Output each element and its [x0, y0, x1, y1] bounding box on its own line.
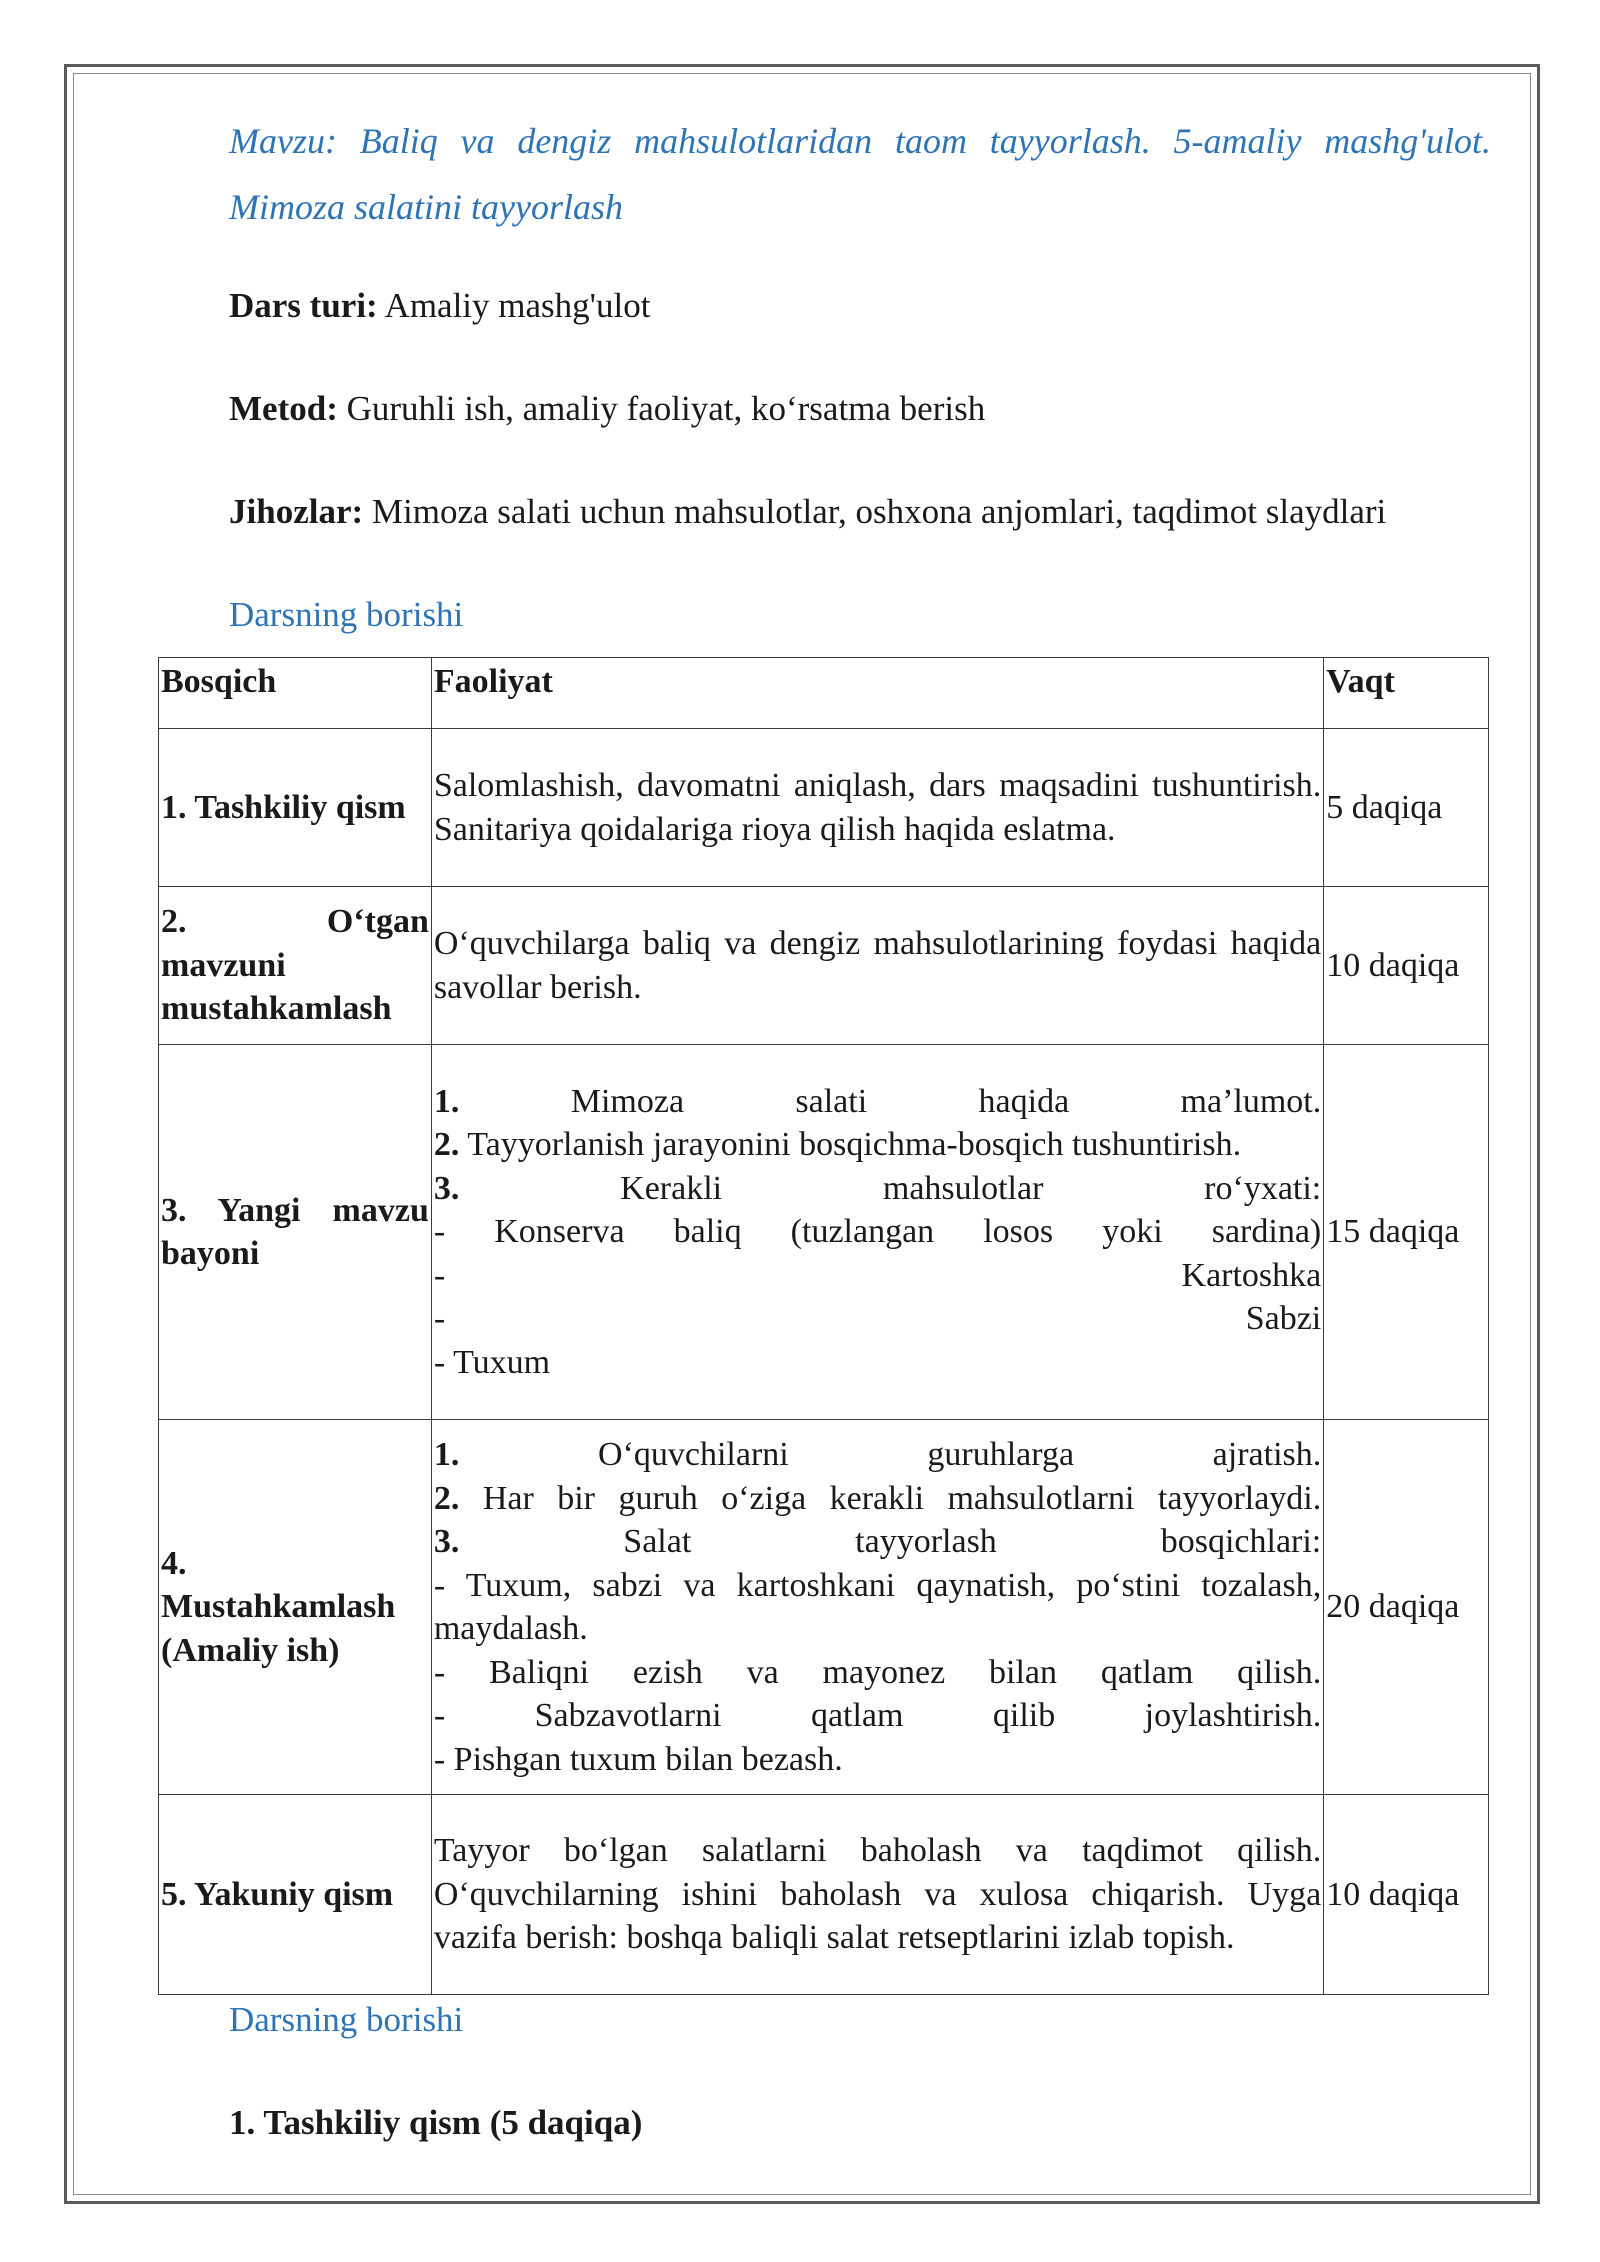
lesson-type-value: Amaliy mashg'ulot: [384, 286, 651, 325]
table-row: [159, 1795, 1489, 1995]
topic-line-1: Mavzu: Baliq va dengiz mahsulotlaridan taom tayyorlash. 5-amaliy mashg'ulot.: [229, 121, 1491, 161]
table-row: [159, 1420, 1489, 1795]
time-cell: 20 daqiqa: [1324, 1420, 1489, 1795]
topic-line-2: Mimoza salatini tayyorlash: [229, 187, 623, 227]
header-time: Vaqt: [1324, 658, 1489, 729]
header-activity: Faoliyat: [431, 658, 1323, 729]
stage-cell: 2. Oʻtgan mavzuni mustahkamlash: [159, 887, 432, 1045]
section-heading-2: Darsning borishi: [229, 2000, 464, 2039]
time-cell: 10 daqiqa: [1324, 1795, 1489, 1995]
list-item: - Sabzavotlarni qatlam qilib joylashtirish.: [433, 1697, 1322, 1734]
activity-cell: Oʻquvchilarga baliq va dengiz mahsulotlarining foydasi haqida savollar berish.: [431, 887, 1323, 1045]
list-item: 3. Salat tayyorlash bosqichlari:: [433, 1523, 1322, 1560]
lesson-method: [229, 387, 985, 431]
table-row: [159, 1045, 1489, 1420]
stage-cell: 3. Yangi mavzu bayoni: [159, 1045, 432, 1420]
list-item: 1. Mimoza salati haqida ma’lumot.: [433, 1082, 1322, 1120]
lesson-plan-table: [158, 657, 1489, 1995]
list-item: 2. Tayyorlanish jarayonini bosqichma-bosqich tushuntirish.: [433, 1126, 1242, 1164]
list-item: 3. Kerakli mahsulotlar roʻyxati:: [433, 1169, 1322, 1207]
stage-cell: 1. Tashkiliy qism: [159, 729, 432, 887]
header-stage: Bosqich: [159, 658, 432, 729]
stage-cell: 5. Yakuniy qism: [159, 1795, 432, 1995]
time-cell: 15 daqiqa: [1324, 1045, 1489, 1420]
list-item: - Kartoshka: [433, 1256, 1322, 1294]
list-item: - Tuxum: [433, 1343, 551, 1381]
activity-cell: Tayyor boʻlgan salatlarni baholash va taqdimot qilish. Oʻquvchilarning ishini baholash va xulosa chiqarish. Uyga vazifa berish: boshqa baliqli salat retseptlarini izlab topish.: [431, 1795, 1323, 1995]
time-cell: 5 daqiqa: [1324, 729, 1489, 887]
list-item: - Sabzi: [433, 1300, 1322, 1338]
time-cell: 10 daqiqa: [1324, 887, 1489, 1045]
activity-cell: [431, 1420, 1323, 1795]
method-label: Metod:: [229, 389, 338, 428]
lesson-topic: [229, 108, 1491, 240]
equipment-value: Mimoza salati uchun mahsulotlar, oshxona anjomlari, taqdimot slaydlari: [371, 492, 1387, 531]
equipment-label: Jihozlar:: [229, 492, 364, 531]
subsection-heading: 1. Tashkiliy qism (5 daqiqa): [229, 2103, 643, 2142]
table-row: [159, 887, 1489, 1045]
activity-cell: [431, 1045, 1323, 1420]
list-item: - Tuxum, sabzi va kartoshkani qaynatish, poʻstini tozalash, maydalash.: [433, 1566, 1322, 1647]
activity-cell: Salomlashish, davomatni aniqlash, dars maqsadini tushuntirish. Sanitariya qoidalariga rioya qilish haqida eslatma.: [431, 729, 1323, 887]
table-row: [159, 729, 1489, 887]
list-item: - Baliqni ezish va mayonez bilan qatlam qilish.: [433, 1653, 1322, 1691]
list-item: 1. Oʻquvchilarni guruhlarga ajratish.: [433, 1436, 1322, 1473]
method-value: Guruhli ish, amaliy faoliyat, koʻrsatma berish: [346, 389, 986, 428]
section-heading-1: Darsning borishi: [229, 595, 464, 634]
list-item: 2. Har bir guruh oʻziga kerakli mahsulotlarni tayyorlaydi.: [433, 1479, 1322, 1517]
list-item: - Konserva baliq (tuzlangan losos yoki sardina): [433, 1213, 1322, 1251]
list-item: - Pishgan tuxum bilan bezash.: [433, 1740, 843, 1778]
lesson-type: [229, 284, 650, 328]
lesson-type-label: Dars turi:: [229, 286, 378, 325]
table-header-row: [159, 658, 1489, 729]
lesson-equipment: [229, 490, 1386, 534]
stage-cell: 4. Mustahkamlash (Amaliy ish): [159, 1420, 432, 1795]
